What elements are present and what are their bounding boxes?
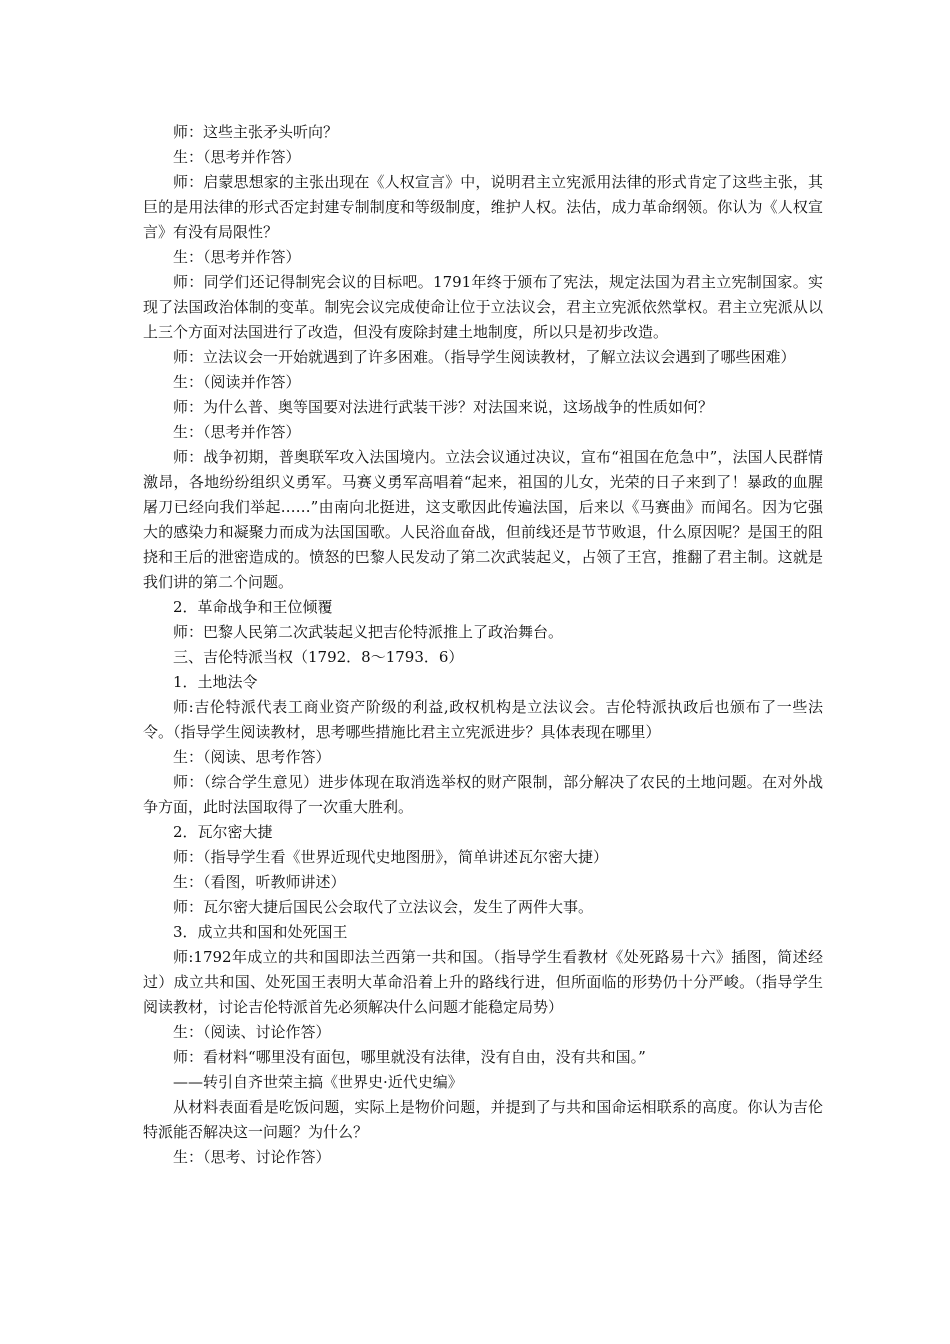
paragraph: 师：为什么普、奥等国要对法进行武装干涉？对法国来说，这场战争的性质如何？ [173, 398, 714, 416]
document-body [143, 120, 823, 1170]
paragraph: 师：（指导学生看《世界近现代史地图册》，简单讲述瓦尔密大捷） [173, 848, 609, 866]
paragraph: 师：巴黎人民第二次武装起义把吉伦特派推上了政治舞台。 [173, 623, 564, 641]
paragraph: 师:吉伦特派代表工商业资产阶级的利益,政权机构是立法议会。吉伦特派执政后也颁布了一些法令。（指导学生阅读教材，思考哪些措施比君主立宪派进步？具体表现在哪里） [143, 698, 823, 741]
paragraph: 师：启蒙思想家的主张出现在《人权宣言》中，说明君主立宪派用法律的形式肯定了这些主张，其巨的是用法律的形式否定封建专制制度和等级制度，维护人权。法估，成力革命纲领。你认为《人权宣言》有没有局限性？ [143, 173, 823, 241]
paragraph: 生：（思考并作答） [173, 148, 301, 166]
section-heading: 2．革命战争和王位倾覆 [173, 598, 333, 616]
paragraph: 师：战争初期，普奥联军攻入法国境内。立法会议通过决议，宣布“祖国在危急中”，法国人民群情激昂，各地纷纷组织义勇军。马赛义勇军高唱着“起来，祖国的儿女，光荣的日子来到了！暴政的血腥屠刀已经向我们举起……”由南向北挺进，这支歌因此传遍法国，后来以《马赛曲》而闻名。因为它强大的感染力和凝聚力而成为法国国歌。人民浴血奋战，但前线还是节节败退，什么原因呢？是国王的阻挠和王后的泄密造成的。愤怒的巴黎人民发动了第二次武装起义，占领了王宫，推翻了君主制。这就是我们讲的第二个问题。 [143, 448, 823, 591]
section-heading: 三、吉伦特派当权（1792．8～1793．6） [173, 648, 464, 666]
paragraph: 生：（阅读并作答） [173, 373, 301, 391]
section-heading: 1．土地法令 [173, 673, 258, 691]
paragraph: 生：（阅读、讨论作答） [173, 1023, 331, 1041]
paragraph: 师：这些主张矛头听向？ [173, 123, 339, 141]
section-heading: 3．成立共和国和处死国王 [173, 923, 348, 941]
paragraph: 生：（阅读、思考作答） [173, 748, 331, 766]
paragraph: 生：（思考并作答） [173, 248, 301, 266]
paragraph: 师：看材料“哪里没有面包，哪里就没有法律，没有自由，没有共和国。” [173, 1048, 646, 1066]
paragraph: 师：瓦尔密大捷后国民公会取代了立法议会，发生了两件大事。 [173, 898, 594, 916]
paragraph: 从材料表面看是吃饭问题，实际上是物价问题，并提到了与共和国命运相联系的高度。你认为吉伦特派能否解决这一问题？为什么？ [143, 1098, 823, 1141]
paragraph: 生：（思考、讨论作答） [173, 1148, 331, 1166]
paragraph: 师:1792年成立的共和国即法兰西第一共和国。（指导学生看教材《处死路易十六》插图，简述经过）成立共和国、处死国王表明大革命沿着上升的路线行进，但所面临的形势仍十分严峻。（指导学生阅读教材，讨论吉伦特派首先必须解决什么问题才能稳定局势） [143, 948, 823, 1016]
section-heading: 2．瓦尔密大捷 [173, 823, 273, 841]
paragraph: 师：立法议会一开始就遇到了许多困难。（指导学生阅读教材，了解立法议会遇到了哪些困难） [173, 348, 796, 366]
paragraph: 生：（看图，听教师讲述） [173, 873, 346, 891]
quote-source: ——转引自齐世荣主搞《世界史·近代史编》 [173, 1073, 463, 1091]
paragraph: 师：（综合学生意见）进步体现在取消选举权的财产限制，部分解决了农民的土地问题。在对外战争方面，此时法国取得了一次重大胜利。 [143, 773, 823, 816]
paragraph: 生：（思考并作答） [173, 423, 301, 441]
paragraph: 师：同学们还记得制宪会议的目标吧。1791年终于颁布了宪法，规定法国为君主立宪制国家。实现了法国政治体制的变革。制宪会议完成使命让位于立法议会，君主立宪派依然掌权。君主立宪派从以上三个方面对法国进行了改造，但没有废除封建土地制度，所以只是初步改造。 [143, 273, 823, 341]
